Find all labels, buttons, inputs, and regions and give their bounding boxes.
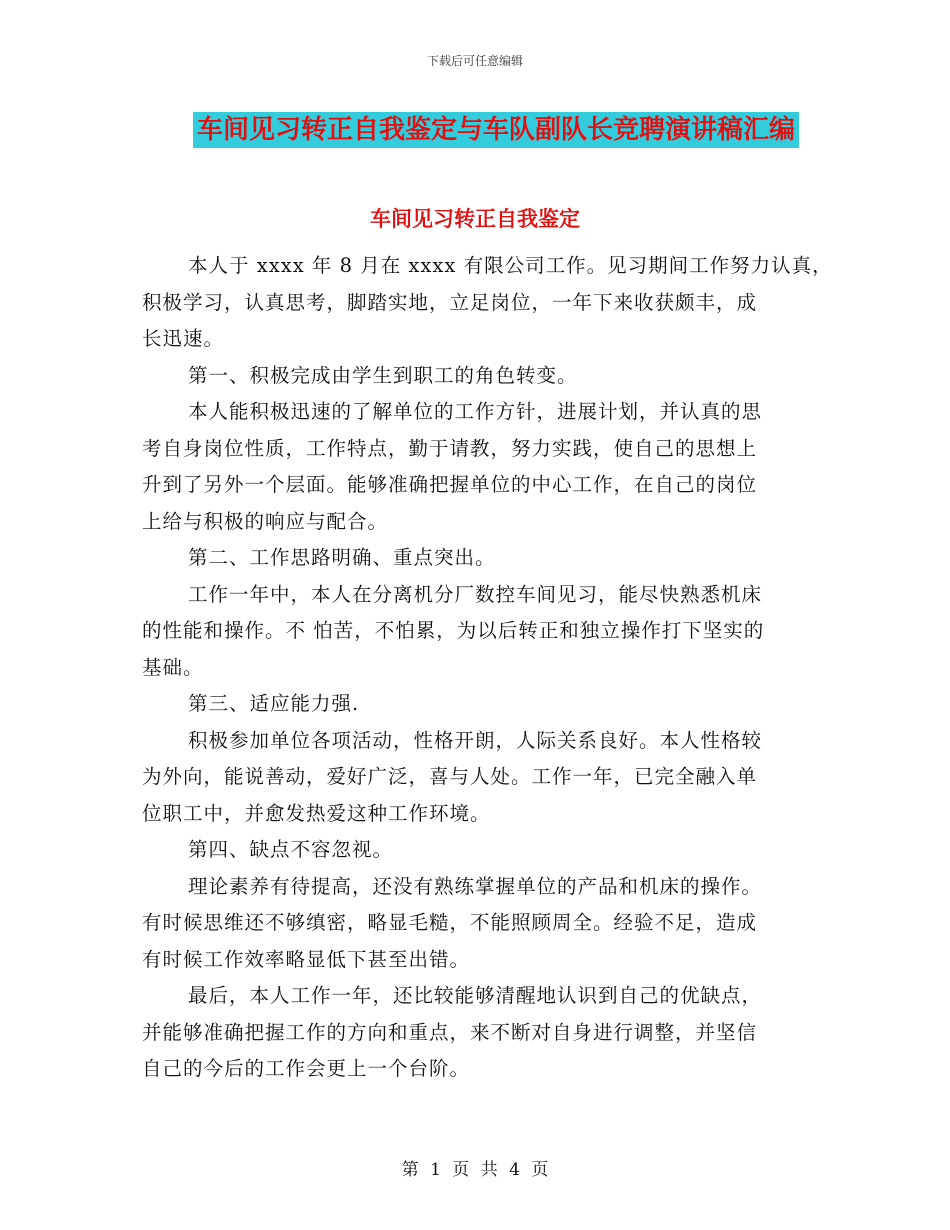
paragraph-heading [142, 686, 842, 723]
text-line: 并能够准确把握工作的方向和重点，来不断对自身进行调整，并坚信 [142, 1020, 758, 1044]
document-body [142, 248, 842, 1088]
text-line: 本人能积极迅速的了解单位的工作方针，进展计划，并认真的思 [188, 400, 763, 423]
text-line: 长迅速。 [142, 327, 225, 350]
text-line: 有时候思维还不够缜密，略显毛糙，不能照顾周全。经验不足，造成 [142, 911, 758, 934]
paragraph [142, 394, 842, 540]
header-note: 下载后可任意编辑 [426, 54, 523, 68]
paragraph [142, 577, 842, 687]
paragraph [142, 978, 842, 1088]
text-line: 上给与积极的响应与配合。 [142, 509, 389, 533]
document-title: 车间见习转正自我鉴定与车队副队长竞聘演讲稿汇编 [193, 112, 799, 148]
text-line: 积极参加单位各项活动，性格开朗，人际关系良好。本人性格较 [188, 728, 763, 752]
text-line: 第一、积极完成由学生到职工的角色转变。 [188, 363, 578, 387]
text-line: 工作一年中，本人在分离机分厂数控车间见习，能尽快熟悉机床 [188, 582, 763, 606]
text-line: 有时候工作效率略显低下甚至出错。 [142, 947, 471, 971]
text-line: 基础。 [142, 655, 204, 679]
paragraph-heading [142, 832, 842, 869]
section-title: 车间见习转正自我鉴定 [370, 206, 580, 231]
paragraph [142, 723, 842, 833]
text-line: 考自身岗位性质，工作特点，勤于请教，努力实践，使自己的思想上 [142, 436, 758, 460]
text-line: 位职工中，并愈发热爱这种工作环境。 [142, 801, 491, 825]
text-line: 第二、工作思路明确、重点突出。 [188, 546, 496, 569]
text-line: 为外向，能说善动，爱好广泛，喜与人处。工作一年，已完全融入单 [142, 765, 758, 788]
page-number: 第 1 页 共 4 页 [401, 1160, 549, 1180]
text-line: 自己的今后的工作会更上一个台阶。 [142, 1057, 471, 1080]
text-line: 最后，本人工作一年，还比较能够清醒地认识到自己的优缺点， [188, 984, 763, 1007]
text-line: 第三、适应能力强. [188, 692, 360, 715]
paragraph [142, 869, 842, 979]
paragraph-heading [142, 540, 842, 577]
text-line: 本人于 xxxx 年 8 月在 xxxx 有限公司工作。见习期间工作努力认真， [188, 254, 833, 277]
text-line: 第四、缺点不容忽视。 [188, 838, 394, 861]
text-line: 的性能和操作。不 怕苦，不怕累，为以后转正和独立操作打下坚实的 [142, 619, 765, 642]
text-line: 积极学习，认真思考，脚踏实地，立足岗位，一年下来收获颇丰，成 [142, 290, 758, 314]
paragraph [142, 248, 842, 358]
text-line: 升到了另外一个层面。能够准确把握单位的中心工作，在自己的岗位 [142, 473, 758, 496]
text-line: 理论素养有待提高，还没有熟练掌握单位的产品和机床的操作。 [188, 874, 763, 898]
paragraph-heading [142, 358, 842, 395]
